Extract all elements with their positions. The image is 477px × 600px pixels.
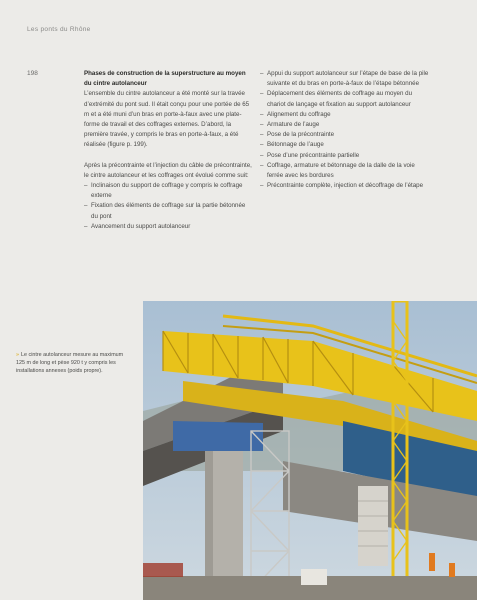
construction-photo-illustration xyxy=(143,301,477,600)
right-text-column xyxy=(260,69,432,191)
phase-list-right xyxy=(260,69,432,191)
list-item: – Inclinaison du support de coffrage y compris le coffrage externe xyxy=(84,181,252,201)
list-item: – Avancement du support autolanceur xyxy=(84,222,252,232)
second-paragraph: Après la précontrainte et l’injection du câble de précontrainte, le cintre autolanceur et les coffrages ont évolué comme suit: xyxy=(84,161,252,179)
photo-caption xyxy=(16,351,124,375)
section-title: Phases de construction de la superstructure au moyen du cintre autolanceur xyxy=(84,70,246,88)
caption-text: Le cintre autolanceur mesure au maximum 125 m de long et pèse 920 t y compris les installations annexes (poids propre). xyxy=(16,352,124,374)
intro-paragraph: L’ensemble du cintre autolanceur a été monté sur la travée d’extrémité du pont sud. Il était conçu pour une portée de 65 m et a été muni d’un bras en porte-à-faux avec une plate-forme de travail et des coffrages externes. D’abord, la première travée, y compris le bras en porte-à-faux, a été réalisée (figure p. 199). xyxy=(84,90,250,149)
page-number: 198 xyxy=(27,70,38,77)
list-item: – Pose d’une précontrainte partielle xyxy=(260,151,432,161)
running-header: Les ponts du Rhône xyxy=(27,26,91,33)
caption-bullet: » xyxy=(16,352,19,358)
left-text-column xyxy=(84,69,252,232)
list-item: – Fixation des éléments de coffrage sur la partie bétonnée du pont xyxy=(84,201,252,221)
phase-list-left xyxy=(84,181,252,232)
list-item: – Bétonnage de l’auge xyxy=(260,140,432,150)
construction-photo xyxy=(143,301,477,600)
list-item: – Pose de la précontrainte xyxy=(260,130,432,140)
list-item: – Alignement du coffrage xyxy=(260,110,432,120)
list-item: – Appui du support autolanceur sur l’étape de base de la pile suivante et du bras en porte-à-faux de l’étape bétonnée xyxy=(260,69,432,89)
list-item: – Déplacement des éléments de coffrage au moyen du chariot de lançage et fixation au support autolanceur xyxy=(260,89,432,109)
list-item: – Précontrainte complète, injection et décoffrage de l’étape xyxy=(260,181,432,191)
list-item: – Coffrage, armature et bétonnage de la dalle de la voie ferrée avec les bordures xyxy=(260,161,432,181)
list-item: – Armature de l’auge xyxy=(260,120,432,130)
